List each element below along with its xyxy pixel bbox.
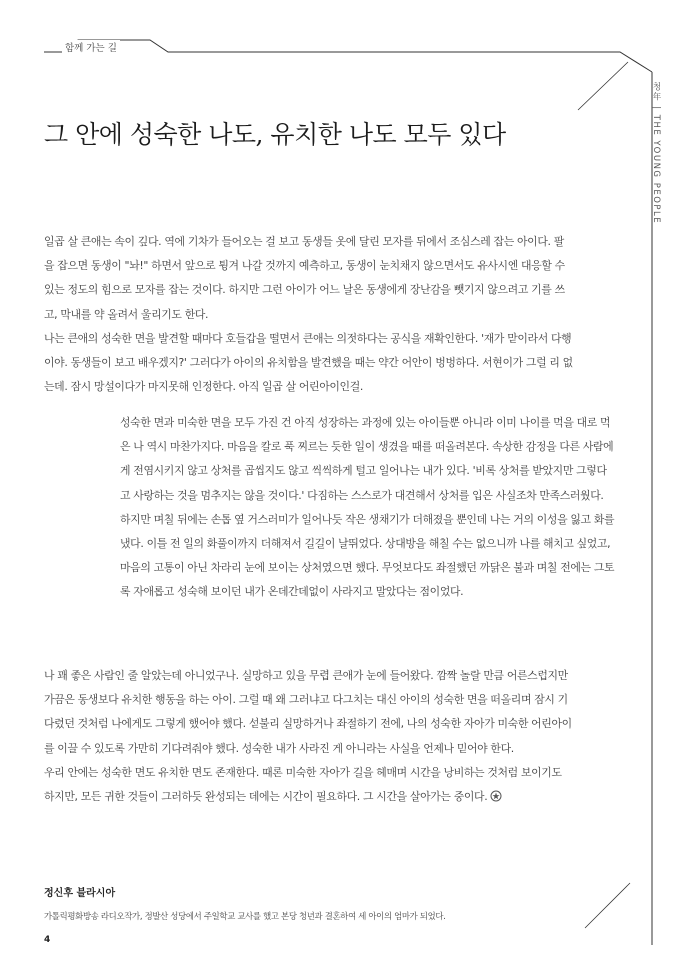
author-name: 정신후 블라시아 [44, 888, 116, 899]
article-body-part2 [44, 664, 574, 809]
end-mark-icon [490, 790, 502, 802]
article-body-part2-text: 나 꽤 좋은 사람인 줄 알았는데 아니었구나. 실망하고 있을 무렵 큰애가 눈에 들어왔다. 깜짝 놀랄 만큼 어른스럽지만 가끔은 동생보다 유치한 행동을 하는 아이. 그럴 때 왜 그러냐고 다그치는 대신 아이의 성숙한 면을 떠올리며 잠시 기다렸던 것처럼 나에게도 그렇게 했어야 했다. 섣불리 실망하거나 좌절하기 전에, 나의 성숙한 자아가 미숙한 어린아이를 이끌 수 있도록 가만히 기다려줘야 했다. 성숙한 내가 사라진 게 아니라는 사실을 언제나 믿어야 한다. 우리 안에는 성숙한 면도 유치한 면도 존재한다. 때론 미숙한 자아가 길을 헤매며 시간을 낭비하는 것처럼 보이기도 하지만, 모든 귀한 것들이 그러하듯 완성되는 데에는 시간이 필요하다. 그 시간을 살아가는 중이다. [44, 669, 572, 804]
article-indented-passage: 성숙한 면과 미숙한 면을 모두 가진 건 아직 성장하는 과정에 있는 아이들뿐 아니라 이미 나이를 먹을 대로 먹은 나 역시 마찬가지다. 마음을 칼로 푹 찌르는 듯한 일이 생겼을 때를 떠올려본다. 속상한 감정을 다른 사람에게 전염시키지 않고 상처를 곱씹지도 않고 씩씩하게 털고 일어나는 내가 있다. '비록 상처를 받았지만 그렇다고 사랑하는 것을 멈추지는 않을 것이다.' 다짐하는 스스로가 대견해서 상처를 입은 사실조차 만족스러웠다. 하지만 며칠 뒤에는 손톱 옆 거스러미가 일어나듯 작은 생채기가 더해졌을 뿐인데 나는 거의 이성을 잃고 화를 냈다. 이틀 전 일의 화풀이까지 더해져서 길길이 날뛰었다. 상대방을 해칠 수는 없으니까 나를 해치고 싶었고, 마음의 고통이 아닌 차라리 눈에 보이는 상처였으면 했다. 무엇보다도 좌절했던 까닭은 불과 며칠 전에는 그토록 자애롭고 성숙해 보이던 내가 온데간데없이 사라지고 말았다는 점이었다. [120, 416, 615, 599]
section-label: 함께 가는 길 [62, 40, 120, 54]
article-title: 그 안에 성숙한 나도, 유치한 나도 모두 있다 [44, 120, 506, 149]
article-body-part1: 일곱 살 큰애는 속이 깊다. 역에 기차가 들어오는 걸 보고 동생들 옷에 달린 모자를 뒤에서 조심스레 잡는 아이다. 팔을 잡으면 동생이 "놔!" 하면서 앞으로 튕겨 나갈 것까지 예측하고, 동생이 눈치채지 않으면서도 유사시엔 대응할 수 있는 정도의 힘으로 모자를 잡는 것이다. 하지만 그런 아이가 어느 날은 동생에게 장난감을 뺏기지 않으려고 기를 쓰고, 막내를 약 올려서 울리기도 한다. 나는 큰애의 성숙한 면을 발견할 때마다 호들갑을 떨면서 큰애는 의젓하다는 공식을 재확인한다. '재가 맏이라서 다행이야. 동생들이 보고 배우겠지?' 그러다가 아이의 유치함을 발견했을 때는 약간 어안이 벙벙하다. 서현이가 그럴 리 없는데. 잠시 망설이다가 마지못해 인정한다. 아직 일곱 살 어린아이인걸. [44, 235, 573, 394]
vertical-section-label: 청年 | THE YOUNG PEOPLE [651, 82, 661, 225]
author-bio: 가톨릭평화방송 라디오작가, 정발산 성당에서 주일학교 교사를 했고 본당 청년과 결혼하여 세 아이의 엄마가 되었다. [44, 911, 446, 921]
page-number: 4 [44, 935, 51, 945]
